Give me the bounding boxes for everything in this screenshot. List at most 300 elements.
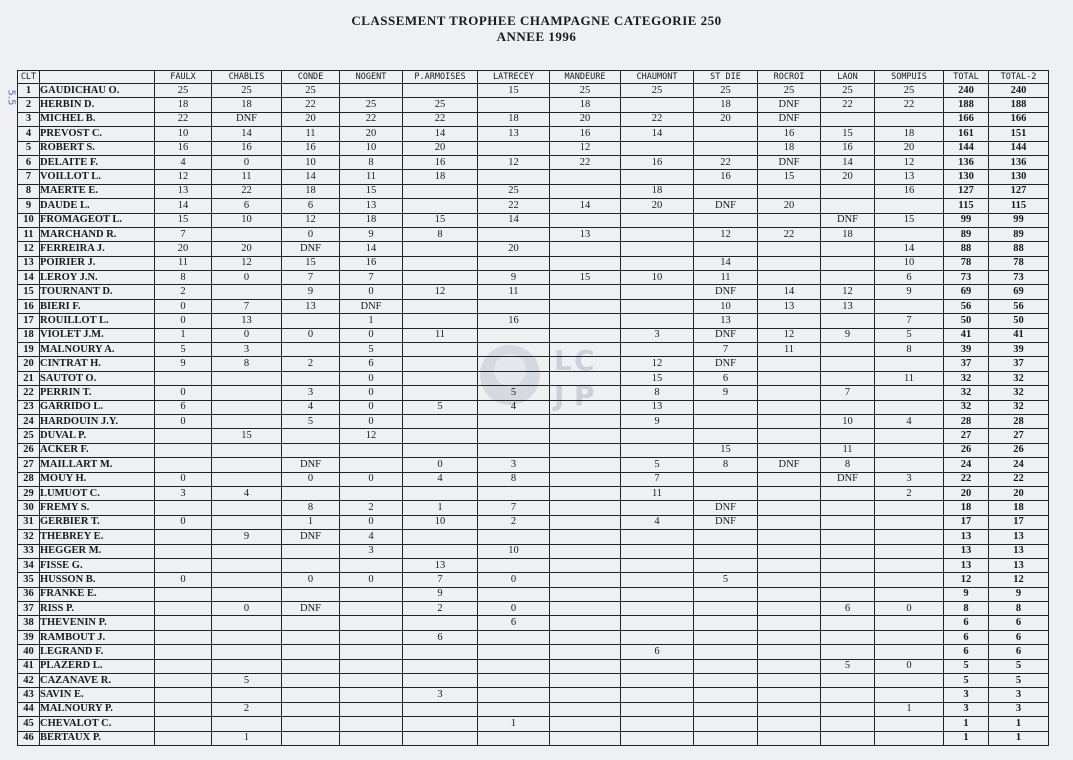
total-cell: 13 [944, 544, 989, 558]
score-cell [875, 530, 944, 544]
score-cell [758, 486, 821, 500]
score-cell: 14 [212, 127, 282, 141]
score-cell [550, 558, 621, 572]
total-cell: 144 [989, 141, 1049, 155]
score-cell [621, 616, 694, 630]
table-row [18, 357, 1049, 371]
score-cell: 12 [282, 213, 340, 227]
rider-name-cell: HEGGER M. [40, 544, 155, 558]
score-cell: 11 [403, 328, 478, 342]
score-cell: 0 [875, 659, 944, 673]
column-header: ST DIE [694, 71, 758, 84]
score-cell [621, 674, 694, 688]
score-cell [758, 530, 821, 544]
score-cell [550, 515, 621, 529]
score-cell [758, 587, 821, 601]
total-cell: 1 [944, 717, 989, 731]
score-cell: 9 [478, 271, 550, 285]
score-cell: 25 [478, 184, 550, 198]
table-row [18, 400, 1049, 414]
score-cell: 11 [155, 256, 212, 270]
score-cell [478, 530, 550, 544]
score-cell: 7 [875, 314, 944, 328]
score-cell [550, 587, 621, 601]
score-cell [212, 371, 282, 385]
column-header-clt: CLT [18, 71, 40, 84]
score-cell [758, 501, 821, 515]
score-cell: 0 [282, 328, 340, 342]
score-cell: 11 [478, 285, 550, 299]
score-cell: DNF [212, 112, 282, 126]
score-cell [875, 645, 944, 659]
score-cell [550, 602, 621, 616]
score-cell: 8 [875, 343, 944, 357]
table-row [18, 717, 1049, 731]
score-cell [621, 630, 694, 644]
score-cell [550, 645, 621, 659]
column-header: LAON [821, 71, 875, 84]
score-cell [282, 429, 340, 443]
score-cell [212, 386, 282, 400]
rider-name-cell: VIOLET J.M. [40, 328, 155, 342]
score-cell [550, 501, 621, 515]
score-cell [758, 242, 821, 256]
score-cell: 10 [821, 414, 875, 428]
score-cell [821, 256, 875, 270]
score-cell [212, 227, 282, 241]
score-cell [694, 717, 758, 731]
score-cell [403, 371, 478, 385]
rider-name-cell: HUSSON B. [40, 573, 155, 587]
table-header-row [18, 71, 1049, 84]
score-cell: 1 [282, 515, 340, 529]
rank-cell: 39 [18, 630, 40, 644]
column-header-name [40, 71, 155, 84]
score-cell: 20 [340, 127, 403, 141]
total-cell: 17 [989, 515, 1049, 529]
score-cell: 10 [621, 271, 694, 285]
score-cell: 3 [621, 328, 694, 342]
score-cell [282, 717, 340, 731]
rank-cell: 41 [18, 659, 40, 673]
score-cell: DNF [821, 213, 875, 227]
score-cell: 22 [282, 98, 340, 112]
total-cell: 73 [989, 271, 1049, 285]
total-cell: 127 [944, 184, 989, 198]
score-cell: 11 [694, 271, 758, 285]
rider-name-cell: FISSE G. [40, 558, 155, 572]
score-cell: DNF [694, 199, 758, 213]
score-cell: 0 [340, 386, 403, 400]
score-cell [758, 256, 821, 270]
rank-cell: 20 [18, 357, 40, 371]
score-cell [758, 184, 821, 198]
score-cell [821, 688, 875, 702]
svg-text:C: C [574, 344, 595, 377]
total-cell: 136 [989, 155, 1049, 169]
score-cell: 13 [821, 299, 875, 313]
score-cell [340, 84, 403, 98]
total-cell: 6 [944, 630, 989, 644]
score-cell: 5 [403, 400, 478, 414]
score-cell: 7 [212, 299, 282, 313]
score-cell: 16 [758, 127, 821, 141]
score-cell [821, 616, 875, 630]
rider-name-cell: GAUDICHAU O. [40, 84, 155, 98]
score-cell [821, 242, 875, 256]
total-cell: 32 [989, 386, 1049, 400]
score-cell [694, 530, 758, 544]
score-cell [875, 199, 944, 213]
rank-cell: 21 [18, 371, 40, 385]
score-cell: 25 [694, 84, 758, 98]
table-row [18, 702, 1049, 716]
score-cell [340, 731, 403, 745]
score-cell [478, 702, 550, 716]
score-cell [758, 429, 821, 443]
score-cell: 20 [212, 242, 282, 256]
score-cell: 15 [875, 213, 944, 227]
score-cell [875, 630, 944, 644]
total-cell: 27 [944, 429, 989, 443]
table-row [18, 271, 1049, 285]
score-cell: 22 [155, 112, 212, 126]
score-cell: 14 [478, 213, 550, 227]
score-cell: 13 [875, 170, 944, 184]
score-cell: 4 [621, 515, 694, 529]
total-cell: 13 [944, 558, 989, 572]
column-header: TOTAL-2 [989, 71, 1049, 84]
score-cell [758, 659, 821, 673]
score-cell: 3 [403, 688, 478, 702]
score-cell: 18 [821, 227, 875, 241]
table-row [18, 486, 1049, 500]
rank-cell: 32 [18, 530, 40, 544]
score-cell [340, 659, 403, 673]
score-cell [212, 587, 282, 601]
score-cell [340, 602, 403, 616]
score-cell: 0 [282, 472, 340, 486]
total-cell: 3 [944, 702, 989, 716]
score-cell [821, 717, 875, 731]
score-cell: 5 [155, 343, 212, 357]
column-header: TOTAL [944, 71, 989, 84]
score-cell [821, 271, 875, 285]
score-cell [550, 429, 621, 443]
column-header: P.ARMOISES [403, 71, 478, 84]
score-cell [550, 702, 621, 716]
score-cell: 8 [694, 458, 758, 472]
score-cell [821, 199, 875, 213]
score-cell [403, 486, 478, 500]
table-row [18, 184, 1049, 198]
total-cell: 22 [989, 472, 1049, 486]
rank-cell: 11 [18, 227, 40, 241]
score-cell [694, 400, 758, 414]
total-cell: 24 [944, 458, 989, 472]
score-cell [212, 645, 282, 659]
score-cell: 7 [821, 386, 875, 400]
score-cell [282, 731, 340, 745]
score-cell [550, 414, 621, 428]
rider-name-cell: FROMAGEOT L. [40, 213, 155, 227]
score-cell: 20 [621, 199, 694, 213]
score-cell: 11 [282, 127, 340, 141]
score-cell: 7 [282, 271, 340, 285]
total-cell: 26 [944, 443, 989, 457]
score-cell [694, 242, 758, 256]
total-cell: 8 [944, 602, 989, 616]
score-cell [875, 227, 944, 241]
score-cell [621, 717, 694, 731]
score-cell: 5 [282, 414, 340, 428]
score-cell: 7 [478, 501, 550, 515]
score-cell [212, 443, 282, 457]
score-cell: 22 [875, 98, 944, 112]
total-cell: 39 [989, 343, 1049, 357]
score-cell [875, 429, 944, 443]
score-cell [550, 184, 621, 198]
score-cell: 11 [758, 343, 821, 357]
score-cell: 15 [155, 213, 212, 227]
score-cell [694, 141, 758, 155]
score-cell: 0 [340, 371, 403, 385]
table-row [18, 630, 1049, 644]
score-cell [478, 429, 550, 443]
score-cell [212, 717, 282, 731]
total-cell: 12 [944, 573, 989, 587]
score-cell: 3 [340, 544, 403, 558]
score-cell [478, 587, 550, 601]
total-cell: 39 [944, 343, 989, 357]
score-cell: 25 [821, 84, 875, 98]
score-cell: 0 [155, 314, 212, 328]
score-cell: 9 [875, 285, 944, 299]
score-cell: 3 [212, 343, 282, 357]
column-header: NOGENT [340, 71, 403, 84]
score-cell: 20 [821, 170, 875, 184]
table-row [18, 674, 1049, 688]
rank-cell: 7 [18, 170, 40, 184]
score-cell [621, 285, 694, 299]
total-cell: 3 [989, 688, 1049, 702]
score-cell [550, 731, 621, 745]
score-cell [155, 587, 212, 601]
table-row [18, 573, 1049, 587]
rider-name-cell: PREVOST C. [40, 127, 155, 141]
score-cell: 20 [550, 112, 621, 126]
score-cell [282, 371, 340, 385]
score-cell: 1 [340, 314, 403, 328]
rider-name-cell: FERREIRA J. [40, 242, 155, 256]
total-cell: 89 [944, 227, 989, 241]
score-cell [821, 587, 875, 601]
score-cell: 15 [694, 443, 758, 457]
score-cell: 12 [821, 285, 875, 299]
score-cell: 0 [155, 573, 212, 587]
score-cell: 15 [340, 184, 403, 198]
score-cell [282, 616, 340, 630]
rank-cell: 25 [18, 429, 40, 443]
rank-cell: 22 [18, 386, 40, 400]
score-cell: 12 [875, 155, 944, 169]
total-cell: 127 [989, 184, 1049, 198]
score-cell: 9 [212, 530, 282, 544]
score-cell [403, 343, 478, 357]
score-cell [478, 443, 550, 457]
total-cell: 13 [989, 530, 1049, 544]
score-cell [758, 472, 821, 486]
rank-cell: 45 [18, 717, 40, 731]
score-cell: 14 [758, 285, 821, 299]
score-cell: 25 [282, 84, 340, 98]
score-cell [340, 443, 403, 457]
score-cell: 9 [155, 357, 212, 371]
score-cell: 0 [340, 472, 403, 486]
score-cell [875, 299, 944, 313]
score-cell [340, 458, 403, 472]
score-cell [821, 314, 875, 328]
total-cell: 1 [989, 717, 1049, 731]
score-cell: 16 [821, 141, 875, 155]
score-cell: 1 [212, 731, 282, 745]
rider-name-cell: FREMY S. [40, 501, 155, 515]
score-cell [155, 702, 212, 716]
table-row [18, 530, 1049, 544]
score-cell [621, 429, 694, 443]
score-cell [758, 400, 821, 414]
rank-cell: 9 [18, 199, 40, 213]
table-row [18, 429, 1049, 443]
score-cell: 15 [282, 256, 340, 270]
column-header: CHAUMONT [621, 71, 694, 84]
total-cell: 73 [944, 271, 989, 285]
score-cell [403, 314, 478, 328]
table-row [18, 242, 1049, 256]
score-cell: 9 [821, 328, 875, 342]
score-cell: 20 [875, 141, 944, 155]
score-cell: 10 [282, 155, 340, 169]
rider-name-cell: BIERI F. [40, 299, 155, 313]
score-cell [875, 443, 944, 457]
score-cell [212, 414, 282, 428]
score-cell: 0 [155, 515, 212, 529]
total-cell: 12 [989, 573, 1049, 587]
score-cell: 8 [821, 458, 875, 472]
score-cell [155, 602, 212, 616]
score-cell: 15 [478, 84, 550, 98]
score-cell [403, 357, 478, 371]
score-cell [550, 386, 621, 400]
score-cell [403, 199, 478, 213]
score-cell [282, 343, 340, 357]
score-cell: DNF [694, 515, 758, 529]
total-cell: 9 [944, 587, 989, 601]
table-row [18, 328, 1049, 342]
score-cell [875, 731, 944, 745]
score-cell: DNF [758, 98, 821, 112]
rank-cell: 42 [18, 674, 40, 688]
total-cell: 88 [944, 242, 989, 256]
score-cell [282, 544, 340, 558]
score-cell [340, 688, 403, 702]
score-cell [282, 645, 340, 659]
rider-name-cell: HERBIN D. [40, 98, 155, 112]
score-cell [403, 674, 478, 688]
score-cell: 12 [155, 170, 212, 184]
rank-cell: 12 [18, 242, 40, 256]
rider-name-cell: ACKER F. [40, 443, 155, 457]
score-cell [403, 271, 478, 285]
total-cell: 115 [944, 199, 989, 213]
score-cell: 0 [212, 155, 282, 169]
score-cell [403, 659, 478, 673]
total-cell: 50 [989, 314, 1049, 328]
total-cell: 5 [989, 674, 1049, 688]
score-cell: 6 [821, 602, 875, 616]
score-cell [621, 688, 694, 702]
score-cell [478, 98, 550, 112]
score-cell [478, 414, 550, 428]
rider-name-cell: PERRIN T. [40, 386, 155, 400]
score-cell: 16 [340, 256, 403, 270]
total-cell: 17 [944, 515, 989, 529]
score-cell: 13 [155, 184, 212, 198]
score-cell [155, 731, 212, 745]
score-cell [550, 573, 621, 587]
total-cell: 115 [989, 199, 1049, 213]
score-cell [340, 587, 403, 601]
score-cell [155, 717, 212, 731]
score-cell [155, 544, 212, 558]
score-cell [758, 515, 821, 529]
score-cell [694, 472, 758, 486]
score-cell: 14 [821, 155, 875, 169]
score-cell [875, 400, 944, 414]
rider-name-cell: MALNOURY A. [40, 343, 155, 357]
total-cell: 99 [944, 213, 989, 227]
table-row [18, 558, 1049, 572]
score-cell [821, 343, 875, 357]
score-cell [403, 84, 478, 98]
score-cell [212, 285, 282, 299]
score-cell [694, 544, 758, 558]
score-cell [758, 371, 821, 385]
score-cell: 15 [621, 371, 694, 385]
score-cell [155, 371, 212, 385]
score-cell [282, 486, 340, 500]
total-cell: 78 [944, 256, 989, 270]
total-cell: 6 [944, 645, 989, 659]
score-cell [403, 731, 478, 745]
score-cell: 18 [550, 98, 621, 112]
score-cell [758, 357, 821, 371]
score-cell: 22 [212, 184, 282, 198]
score-cell [875, 573, 944, 587]
score-cell [821, 702, 875, 716]
score-cell: 1 [875, 702, 944, 716]
rank-cell: 34 [18, 558, 40, 572]
total-cell: 3 [989, 702, 1049, 716]
rank-cell: 3 [18, 112, 40, 126]
table-row [18, 371, 1049, 385]
score-cell: 10 [403, 515, 478, 529]
rank-cell: 18 [18, 328, 40, 342]
rank-cell: 40 [18, 645, 40, 659]
score-cell [403, 544, 478, 558]
score-cell [875, 717, 944, 731]
score-cell: 0 [212, 602, 282, 616]
